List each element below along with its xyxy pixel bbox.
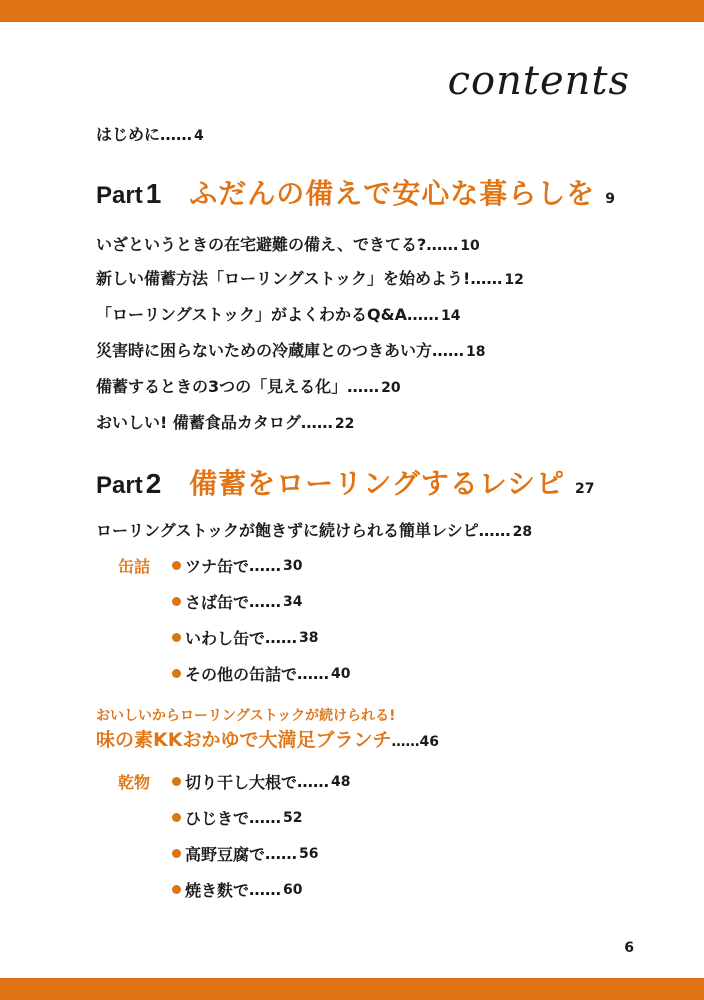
page-title: contents bbox=[447, 58, 630, 104]
toc-page-number: 18 bbox=[466, 344, 486, 360]
top-accent-bar bbox=[0, 0, 704, 22]
toc-page-number: 10 bbox=[460, 238, 480, 254]
toc-leader-dots: …… bbox=[300, 413, 333, 432]
bullet-icon bbox=[172, 777, 181, 786]
toc-page-number: 4 bbox=[194, 128, 204, 144]
page-folio: 6 bbox=[624, 940, 634, 956]
bullet-icon bbox=[172, 561, 181, 570]
bullet-icon bbox=[172, 849, 181, 858]
toc-leader-dots: …… bbox=[265, 628, 298, 647]
toc-leader-dots: …… bbox=[160, 125, 193, 144]
toc-page-number: 28 bbox=[512, 524, 533, 540]
toc-entry-label: その他の缶詰で bbox=[185, 665, 298, 684]
toc-entry[interactable] bbox=[96, 410, 354, 433]
toc-leader-dots: …… bbox=[347, 377, 380, 396]
toc-sub-entry[interactable] bbox=[172, 842, 319, 865]
toc-leader-dots: …… bbox=[426, 235, 459, 254]
toc-entry-label: ローリングストックが飽きずに続けられる簡単レシピ bbox=[96, 521, 479, 540]
toc-leader-dots: …… bbox=[249, 556, 282, 575]
toc-leader-dots: …… bbox=[297, 772, 330, 791]
toc-sub-entry[interactable] bbox=[172, 806, 303, 829]
toc-leader-dots: …… bbox=[265, 844, 298, 863]
toc-sub-entry[interactable] bbox=[172, 770, 351, 793]
toc-entry[interactable] bbox=[96, 374, 401, 397]
toc-entry-label: さば缶で bbox=[185, 593, 250, 612]
toc-leader-dots: …… bbox=[432, 341, 465, 360]
toc-page-number: 20 bbox=[381, 380, 401, 396]
toc-page-number: 12 bbox=[504, 272, 524, 288]
toc-entry-label: 「ローリングストック」がよくわかるQ&A bbox=[96, 305, 407, 324]
toc-leader-dots: …… bbox=[249, 880, 282, 899]
toc-page-number: 52 bbox=[283, 809, 303, 826]
toc-entry[interactable] bbox=[96, 338, 486, 361]
category-label-canned: 缶詰 bbox=[118, 557, 151, 576]
toc-entry-label: いざというときの在宅避難の備え、できてる? bbox=[96, 235, 427, 254]
toc-leader-dots: …… bbox=[297, 664, 330, 683]
toc-leader-dots: …… bbox=[478, 521, 511, 540]
part-2-heading[interactable] bbox=[96, 462, 595, 502]
toc-page-number: 22 bbox=[334, 416, 355, 432]
special-feature-subtitle: おいしいからローリングストックが続けられる! bbox=[96, 708, 396, 724]
toc-page-number: 30 bbox=[283, 557, 303, 574]
toc-entry-label: おいしい! 備蓄食品カタログ bbox=[96, 413, 301, 432]
toc-leader-dots: …… bbox=[470, 269, 503, 288]
toc-entry[interactable] bbox=[96, 232, 480, 255]
toc-entry-label: ひじきで bbox=[185, 809, 250, 828]
toc-entry-label: 災害時に困らないための冷蔵庫とのつきあい方 bbox=[96, 341, 433, 360]
toc-leader-dots: …… bbox=[249, 592, 282, 611]
toc-page-number: 56 bbox=[299, 845, 319, 862]
toc-page-number: 34 bbox=[283, 593, 303, 610]
toc-sub-entry[interactable] bbox=[172, 590, 303, 613]
toc-leader-dots: …… bbox=[391, 734, 420, 750]
toc-entry-label: ツナ缶で bbox=[185, 557, 250, 576]
toc-page-number: 38 bbox=[299, 629, 319, 646]
part-title: 備蓄をローリングするレシピ bbox=[189, 467, 566, 500]
bullet-icon bbox=[172, 885, 181, 894]
part-label: Part bbox=[96, 182, 143, 209]
toc-page-number: 46 bbox=[419, 734, 439, 750]
toc-sub-entry[interactable] bbox=[172, 626, 319, 649]
toc-entry-label: はじめに bbox=[96, 125, 161, 144]
toc-leader-dots: …… bbox=[249, 808, 282, 827]
toc-entry-label: 新しい備蓄方法「ローリングストック」を始めよう! bbox=[96, 269, 471, 288]
part-number: 2 bbox=[145, 468, 162, 499]
part-page-number: 9 bbox=[605, 191, 616, 207]
toc-page-number: 14 bbox=[440, 308, 461, 324]
toc-entry-label: 高野豆腐で bbox=[185, 845, 266, 864]
bullet-icon bbox=[172, 813, 181, 822]
bullet-icon bbox=[172, 633, 181, 642]
toc-sub-entry[interactable] bbox=[172, 662, 351, 685]
toc-entry-label: 焼き麩で bbox=[185, 881, 250, 900]
part-1-heading[interactable] bbox=[96, 172, 615, 212]
toc-page-number: 48 bbox=[331, 773, 351, 790]
toc-entry-label: いわし缶で bbox=[185, 629, 266, 648]
part-label: Part bbox=[96, 472, 143, 499]
bullet-icon bbox=[172, 597, 181, 606]
special-feature-entry[interactable] bbox=[96, 725, 439, 752]
toc-leader-dots: …… bbox=[406, 305, 439, 324]
special-feature-title: 味の素KKおかゆで大満足ブランチ bbox=[96, 729, 392, 751]
toc-page-number: 40 bbox=[331, 665, 351, 682]
toc-entry[interactable] bbox=[96, 302, 460, 325]
toc-entry-label: 切り干し大根で bbox=[185, 773, 298, 792]
part-title: ふだんの備えで安心な暮らしを bbox=[189, 177, 596, 210]
toc-page-number: 60 bbox=[283, 881, 303, 898]
bullet-icon bbox=[172, 669, 181, 678]
toc-entry-label: 備蓄するときの3つの「見える化」 bbox=[96, 377, 348, 396]
category-label-dried: 乾物 bbox=[118, 773, 151, 792]
toc-entry[interactable] bbox=[96, 266, 524, 289]
bottom-accent-bar bbox=[0, 978, 704, 1000]
toc-intro[interactable] bbox=[96, 122, 204, 145]
toc-sub-entry[interactable] bbox=[172, 878, 303, 901]
toc-sub-entry[interactable] bbox=[172, 554, 303, 577]
part-number: 1 bbox=[145, 178, 162, 209]
toc-entry[interactable] bbox=[96, 518, 532, 541]
part-page-number: 27 bbox=[575, 481, 595, 497]
